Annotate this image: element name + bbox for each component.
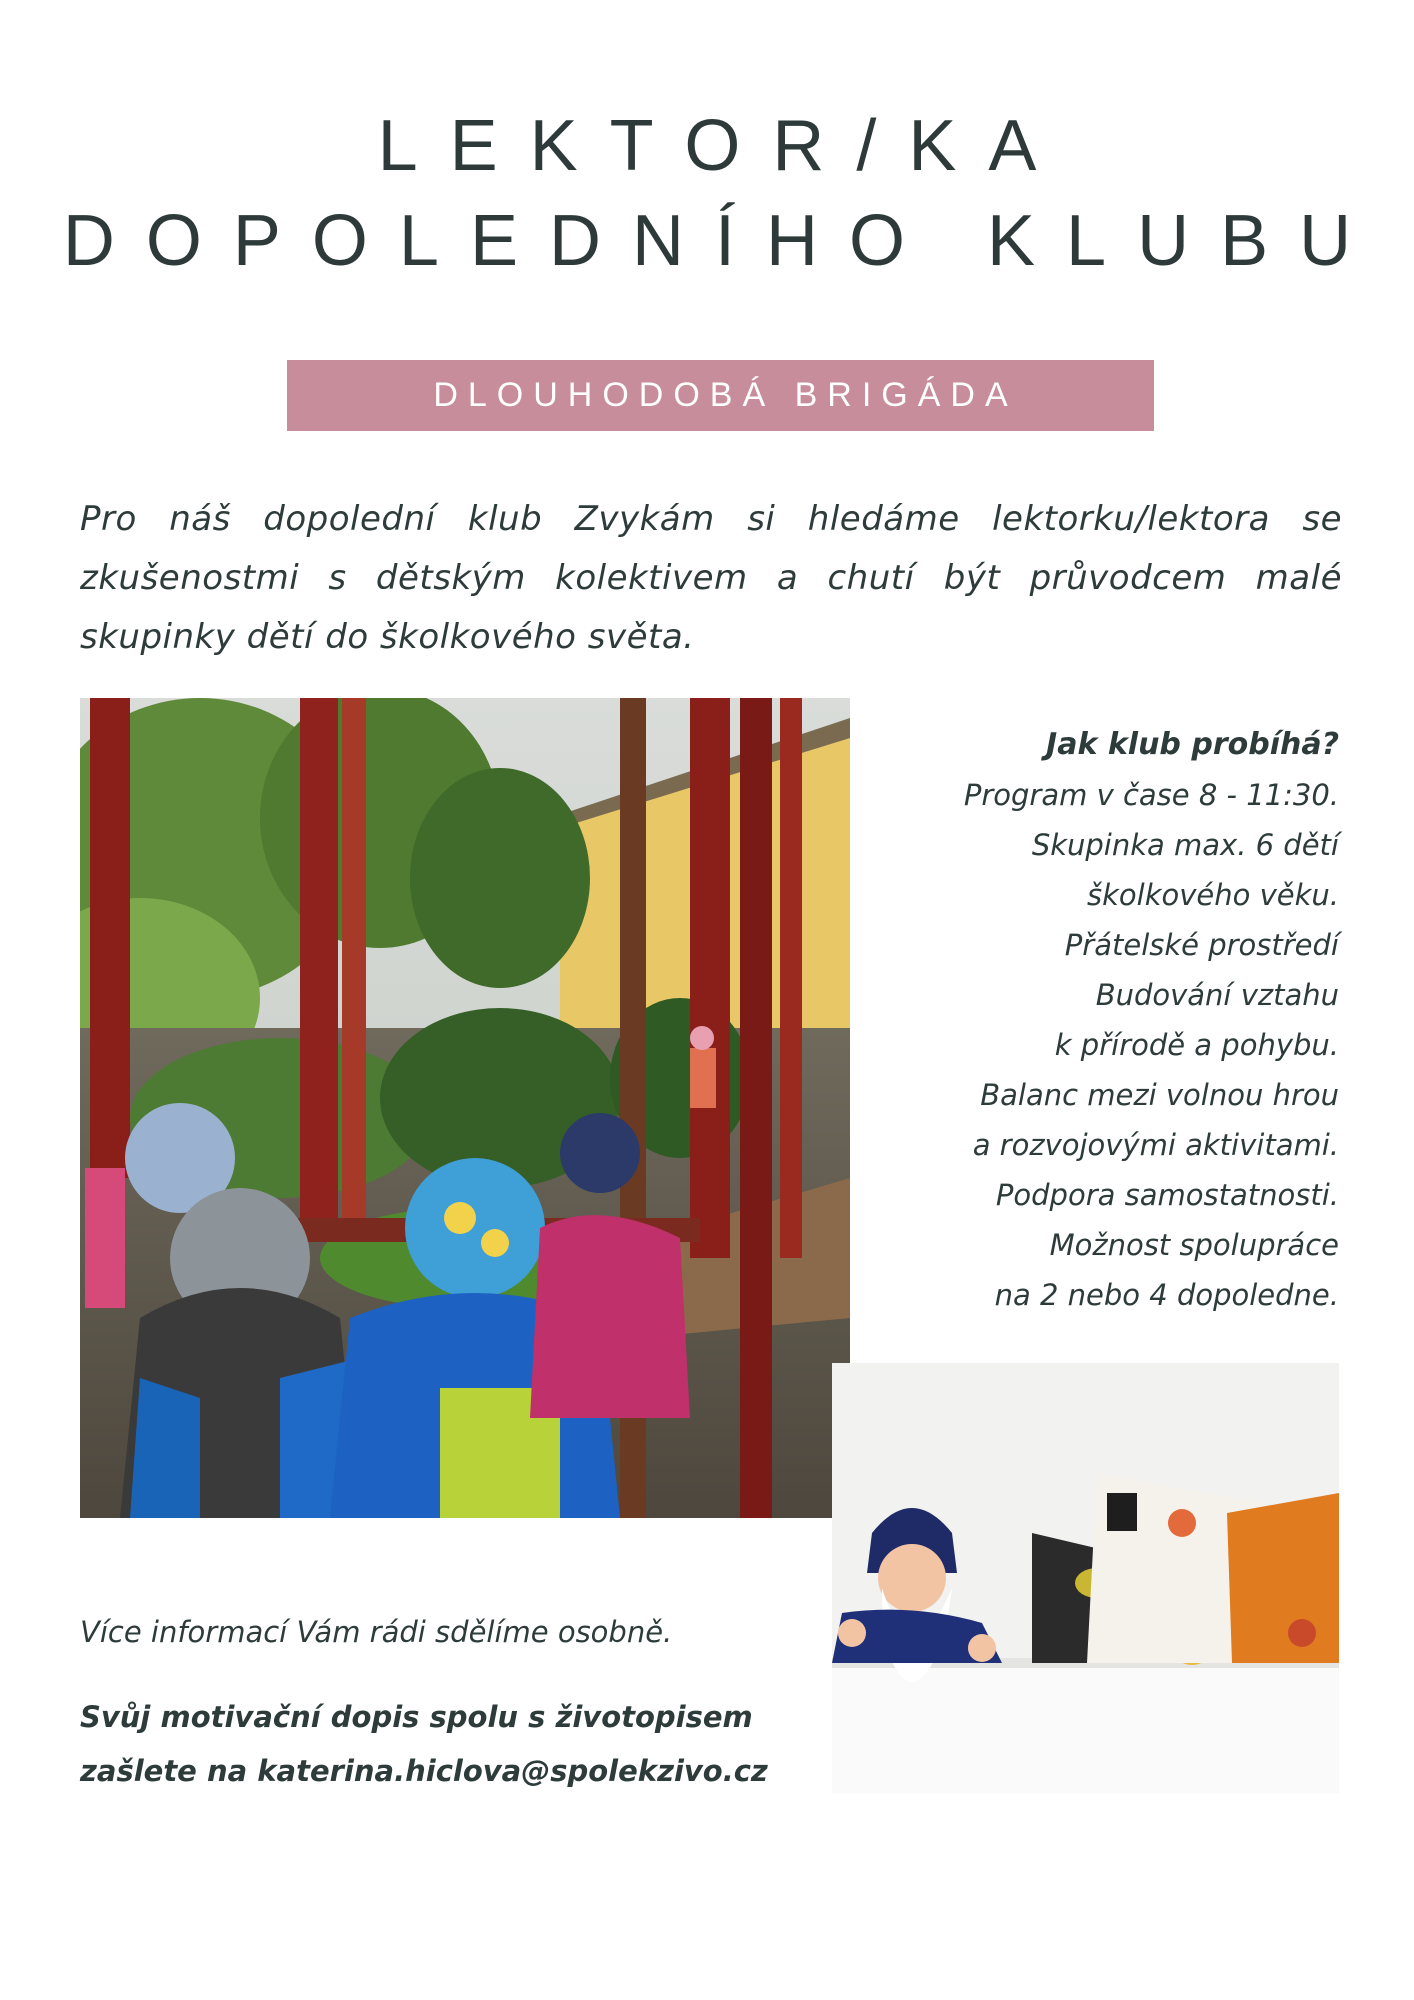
club-info-line: Program v čase 8 - 11:30. (963, 778, 1339, 812)
page-title-line-1: LEKTOR/KA (377, 106, 1069, 186)
application-line-1: Svůj motivační dopis spolu s životopisem (80, 1700, 753, 1734)
children-in-garden-photo (80, 698, 850, 1518)
doll-and-books-photo (832, 1363, 1339, 1793)
intro-paragraph: Pro náš dopolední klub Zvykám si hledáme lektorku/lektora se zkušenostmi s dětským kolektivem a chutí být průvodcem malé skupinky dětí do školkového světa. (80, 499, 1342, 657)
club-info (859, 720, 1339, 1320)
club-info-line: Možnost spolupráce (1049, 1228, 1339, 1262)
more-info-text: Více informací Vám rádi sdělíme osobně. (80, 1615, 673, 1649)
club-info-line: školkového věku. (1087, 878, 1339, 912)
club-info-line: na 2 nebo 4 dopoledne. (994, 1278, 1339, 1312)
application-instructions (80, 1690, 768, 1798)
club-info-line: Balanc mezi volnou hrou (980, 1078, 1339, 1112)
club-info-line: a rozvojovými aktivitami. (972, 1128, 1339, 1162)
application-line-2: zašlete na katerina.hiclova@spolekzivo.cz (80, 1754, 768, 1788)
club-info-line: Skupinka max. 6 dětí (1031, 828, 1339, 862)
club-info-line: Budování vztahu (1095, 978, 1339, 1012)
subtitle-banner (287, 360, 1154, 431)
club-info-line: k přírodě a pohybu. (1054, 1028, 1339, 1062)
club-info-heading: Jak klub probíhá? (1046, 727, 1339, 762)
club-info-line: Podpora samostatnosti. (995, 1178, 1339, 1212)
page-title-line-2: DOPOLEDNÍHO KLUBU (62, 201, 1383, 281)
banner-label: DLOUHODOBÁ BRIGÁDA (433, 376, 1018, 414)
club-info-line: Přátelské prostředí (1064, 928, 1339, 962)
